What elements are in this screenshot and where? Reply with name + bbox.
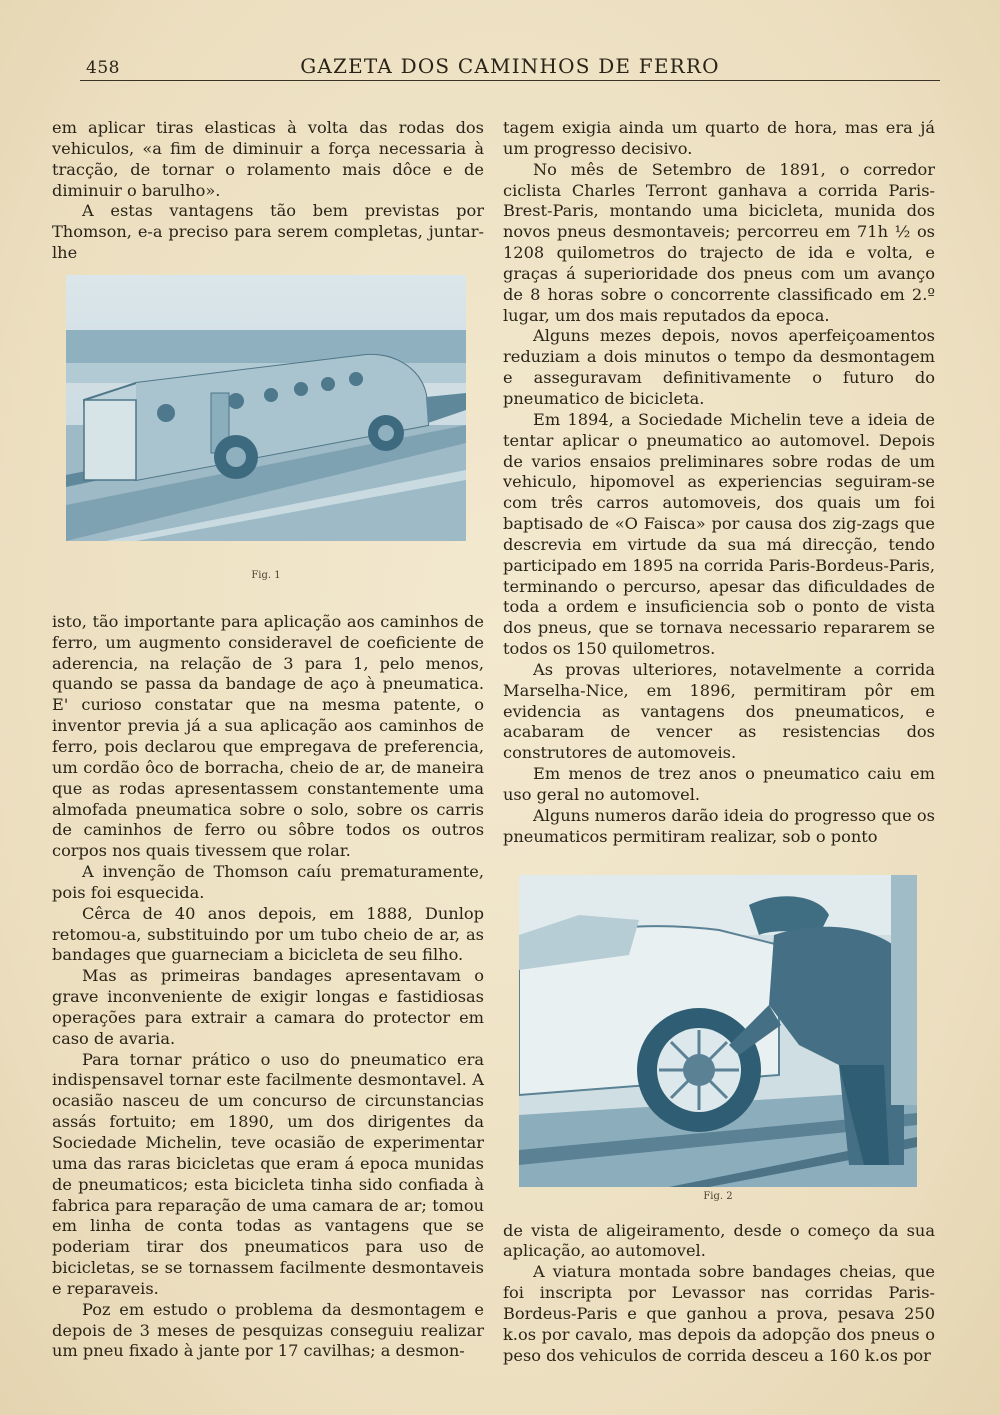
figure-1 (66, 275, 466, 582)
paragraph: As provas ulteriores, notavelmente a corrida Marselha-Nice, em 1896, permitiram pôr em evidencia as vantagens dos pneumaticos, e acabaram de vencer as resistencias dos construtores de automoveis. (503, 659, 935, 763)
figure-2-caption: Fig. 2 (703, 1190, 733, 1202)
paragraph: A invenção de Thomson caíu prematuramente, pois foi esquecida. (52, 862, 484, 902)
figure-2-photo (519, 875, 917, 1187)
paragraph: Cêrca de 40 anos depois, em 1888, Dunlop retomou-a, substituindo por um tubo cheio de ar, as bandages que guarneciam a bicicleta de seu filho. (52, 903, 484, 965)
paragraph: Alguns numeros darão ideia do progresso que os pneumaticos permitiram realizar, sob o ponto (503, 805, 935, 846)
paragraph: Para tornar prático o uso do pneumatico era indispensavel tornar este facilmente desmontavel. A ocasião nasceu de um concurso de circunstancias assás fortuito; em 1890, um dos dirigentes da Sociedade Michelin, teve ocasião de experimentar uma das raras bicicletas que eram á epoca munidas de pneumaticos; esta bicicleta tinha sido confiada à fabrica para reparação de uma camara de ar; tomou em linha de conta todas as vantagens que se poderiam tirar dos pneumaticos para uso de bicicletas, se se tornassem facilmente desmontaveis e reparaveis. (52, 1049, 484, 1298)
paragraph: Mas as primeiras bandages apresentavam o grave inconveniente de exigir longas e fastidiosas operações para extrair a camara do protector em caso de avaria. (52, 966, 484, 1048)
paragraph: A viatura montada sobre bandages cheias, que foi inscripta por Levassor nas corridas Paris-Bordeus-Paris e que ganhou a prova, pesava 250 k.os por cavalo, mas depois da adopção dos pneus o peso dos vehiculos de corrida desceu a 160 k.os por (503, 1262, 935, 1365)
paragraph: Em menos de trez anos o pneumatico caiu em uso geral no automovel. (503, 764, 935, 804)
page-number: 458 (86, 58, 120, 78)
paragraph: tagem exigia ainda um quarto de hora, mas era já um progresso decisivo. (503, 118, 935, 158)
paragraph: de vista de aligeiramento, desde o começo da sua aplicação, ao automovel. (503, 1220, 935, 1261)
railcar-photo-illustration (66, 275, 466, 541)
paragraph: Alguns mezes depois, novos aperfeiçoamentos reduziam a dois minutos o tempo da desmontagem e asseguravam definitivamente o futuro do pneumatico de bicicleta. (503, 326, 935, 408)
paragraph: A estas vantagens tão bem previstas por Thomson, e-a preciso para serem completas, juntar-lhe (52, 201, 484, 263)
tire-mount-photo-illustration (519, 875, 917, 1187)
figure-2 (519, 875, 917, 1203)
paragraph: Poz em estudo o problema da desmontagem e depois de 3 meses de pesquizas conseguiu realizar um pneu fixado à jante por 17 cavilhas; a desmon- (52, 1299, 484, 1361)
paragraph: em aplicar tiras elasticas à volta das rodas dos vehiculos, «a fim de diminuir a força necessaria à tracção, de tornar o rolamento mais dôce e de diminuir o barulho». (52, 118, 484, 200)
figure-1-caption: Fig. 1 (251, 569, 281, 581)
paragraph: isto, tão importante para aplicação aos caminhos de ferro, um augmento consideravel de coeficiente de aderencia, na relação de 3 para 1, pelo menos, quando se passa da bandage de aço à pneumatica. E' curioso constatar que na mesma patente, o inventor previa já a sua aplicação aos caminhos de ferro, pois declarou que empregava de preferencia, um cordão ôco de borracha, cheio de ar, de maneira que as rodas apresentassem constantemente uma almofada pneumatica sobre o solo, sobre os carris de caminhos de ferro ou sôbre todos os outros corpos nos quais tivessem que rolar. (52, 611, 484, 861)
figure-1-photo (66, 275, 466, 541)
paragraph: Em 1894, a Sociedade Michelin teve a ideia de tentar aplicar o pneumatico ao automovel. Depois de varios ensaios preliminares sobre rodas de um vehiculo, hipomovel as experiencias seguiram-se com três carros automoveis, dos quais um foi baptisado de «O Faisca» por causa dos zig-zags que descrevia em virtude da sua má direcção, tendo participado em 1895 na corrida Paris-Bordeus-Paris, terminando o percurso, apesar das dificuldades de toda a ordem e insuficiencia sob o ponto de vista dos pneus, que se tornava necessario repararem se todos os 150 quilometros. (503, 409, 935, 659)
left-column (52, 118, 484, 1362)
paragraph: No mês de Setembro de 1891, o corredor ciclista Charles Terront ganhava a corrida Paris-Brest-Paris, montando uma bicicleta, munida dos novos pneus desmontaveis; percorreu em 71h ½ os 1208 quilometros do trajecto de ida e volta, e graças á superioridade dos pneus com um avanço de 8 horas sobre o concorrente classificado em 2.º lugar, um dos mais reputados da epoca. (503, 159, 935, 325)
journal-title: GAZETA DOS CAMINHOS DE FERRO (300, 54, 720, 78)
page-header (80, 52, 940, 81)
right-column (503, 118, 935, 1366)
